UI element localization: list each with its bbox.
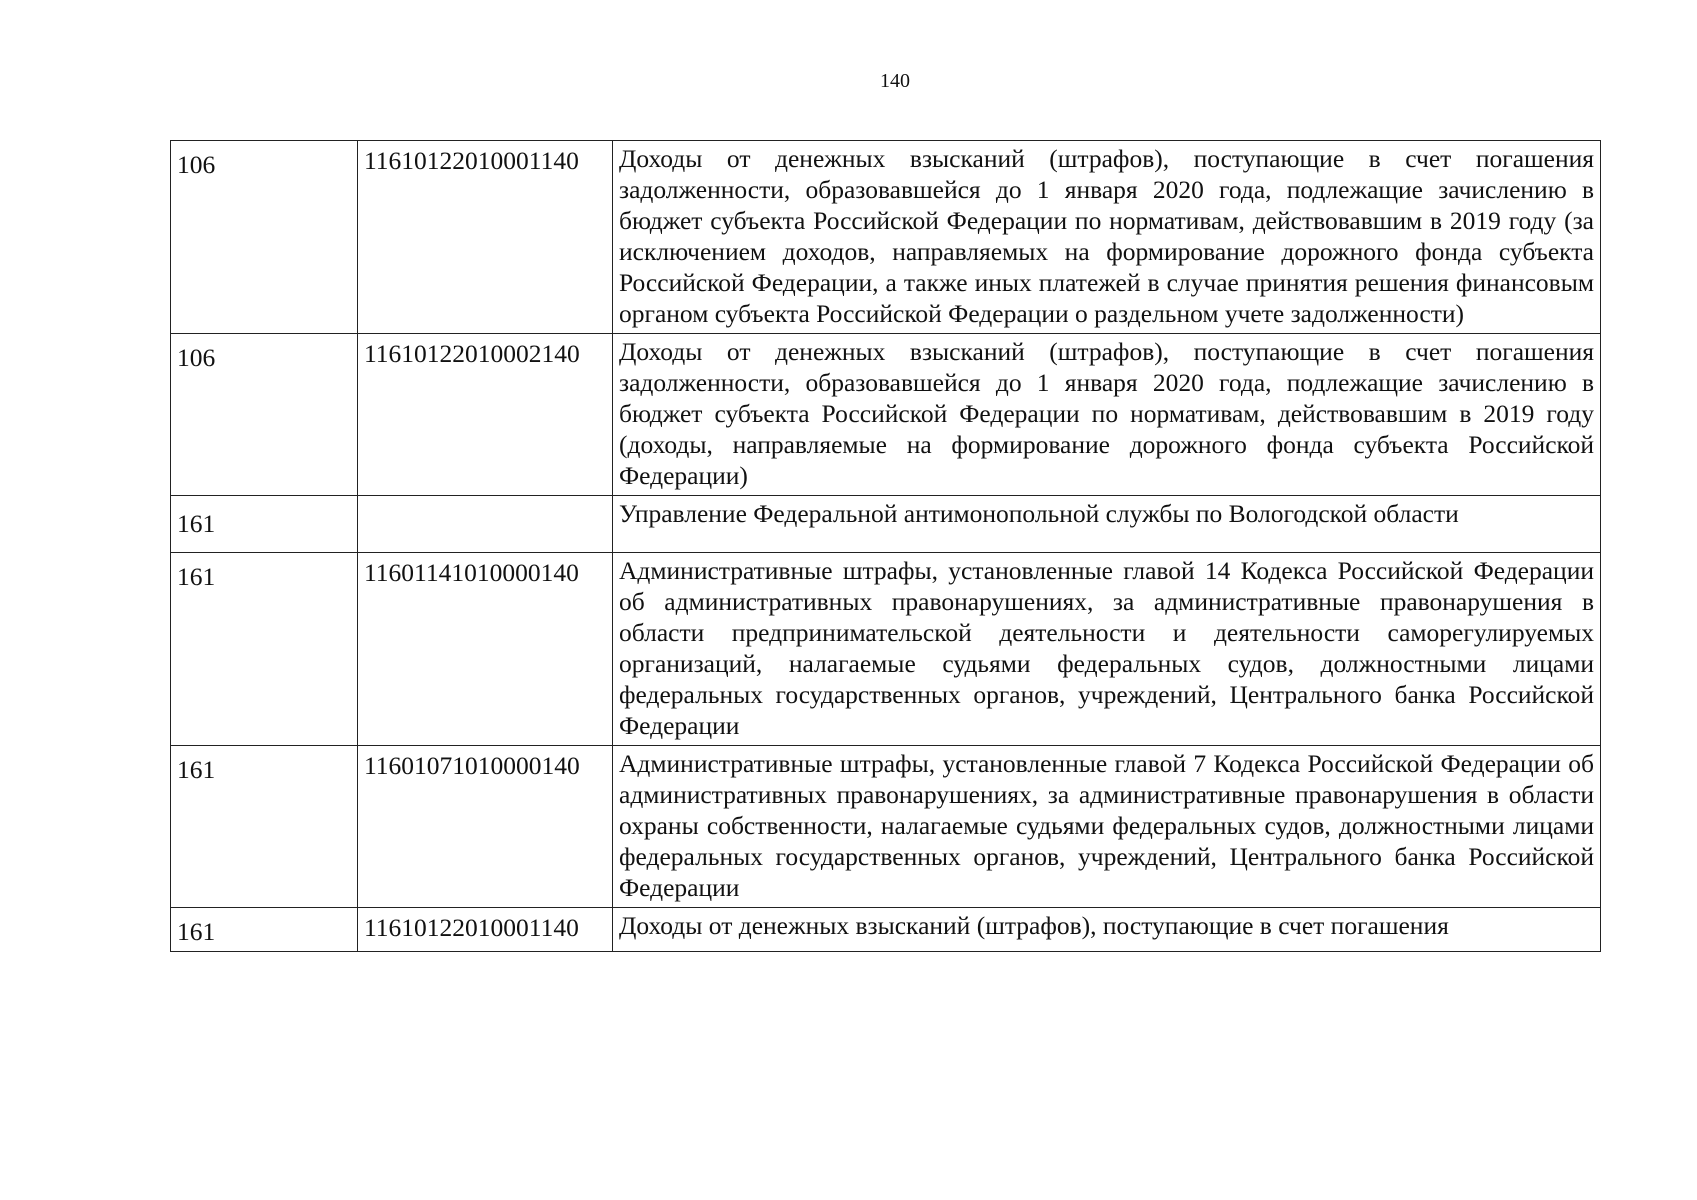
budget-classification-table [170,140,1601,952]
table-row [171,334,1601,496]
budget-code-cell: 11610122010001140 [358,141,613,334]
admin-code-cell: 161 [171,908,358,952]
budget-code-cell: 11601071010000140 [358,746,613,908]
admin-code-cell: 161 [171,746,358,908]
description-cell: Доходы от денежных взысканий (штрафов), поступающие в счет погашения задолженности, образовавшейся до 1 января 2020 года, подлежащие зачислению в бюджет субъекта Российской Федерации по нормативам, действовавшим в 2019 году (за исключением доходов, направляемых на формирование дорожного фонда субъекта Российской Федерации, а также иных платежей в случае принятия решения финансовым органом субъекта Российской Федерации о раздельном учете задолженности) [613,141,1601,334]
budget-code-cell [358,496,613,553]
admin-code-cell: 106 [171,334,358,496]
table-row [171,141,1601,334]
table-row [171,496,1601,553]
table-row [171,553,1601,746]
admin-code-cell: 161 [171,496,358,553]
description-cell: Административные штрафы, установленные главой 14 Кодекса Российской Федерации об административных правонарушениях, за административные правонарушения в области предпринимательской деятельности и деятельности саморегулируемых организаций, налагаемые судьями федеральных судов, должностными лицами федеральных государственных органов, учреждений, Центрального банка Российской Федерации [613,553,1601,746]
admin-code-cell: 106 [171,141,358,334]
table-row [171,746,1601,908]
admin-code-cell: 161 [171,553,358,746]
budget-code-cell: 11601141010000140 [358,553,613,746]
page-number: 140 [880,70,910,92]
description-cell: Доходы от денежных взысканий (штрафов), поступающие в счет погашения задолженности, образовавшейся до 1 января 2020 года, подлежащие зачислению в бюджет субъекта Российской Федерации по нормативам, действовавшим в 2019 году (доходы, направляемые на формирование дорожного фонда субъекта Российской Федерации) [613,334,1601,496]
description-cell: Административные штрафы, установленные главой 7 Кодекса Российской Федерации об административных правонарушениях, за административные правонарушения в области охраны собственности, налагаемые судьями федеральных судов, должностными лицами федеральных государственных органов, учреждений, Центрального банка Российской Федерации [613,746,1601,908]
description-cell: Доходы от денежных взысканий (штрафов), поступающие в счет погашения [613,908,1601,952]
table-row [171,908,1601,952]
budget-code-cell: 11610122010002140 [358,334,613,496]
budget-code-cell: 11610122010001140 [358,908,613,952]
description-cell: Управление Федеральной антимонопольной службы по Вологодской области [613,496,1601,553]
